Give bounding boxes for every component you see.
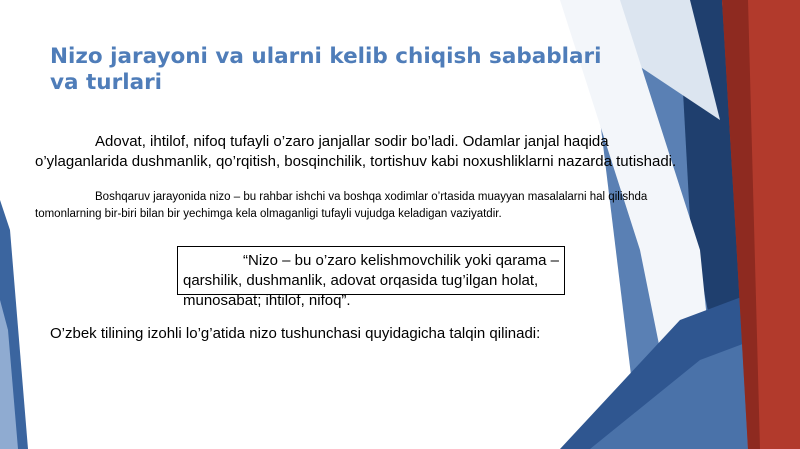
paragraph-dictionary: O’zbek tilining izohli lo’g’atida nizo tushunchasi quyidagicha talqin qilinadi: bbox=[50, 325, 541, 342]
paragraph-intro: Adovat, ihtilof, nifoq tufayli o’zaro janjallar sodir bo’ladi. Odamlar janjal haqida o’ylaganlarida dushmanlik, qo’rqitish, bosqinchilik, tortishuv kabi noxushliklarni nazarda tutishadi. bbox=[35, 133, 677, 170]
paragraph-definition: Boshqaruv jarayonida nizo – bu rahbar ishchi va boshqa xodimlar o’rtasida muayyan masalalarni hal qilishda tomonlarning bir-biri bilan bir yechimga kela olmaganligi tufayli vujudga keladigan vaziyatdir. bbox=[35, 191, 648, 220]
slide-title: Nizo jarayoni va ularni kelib chiqish sabablari va turlari bbox=[50, 44, 602, 95]
quote-text: “Nizo – bu o’zaro kelishmovchilik yoki qarama – qarshilik, dushmanlik, adovat orqasida tug’ilgan holat, munosabat; ihtilof, nifoq”. bbox=[183, 252, 559, 309]
